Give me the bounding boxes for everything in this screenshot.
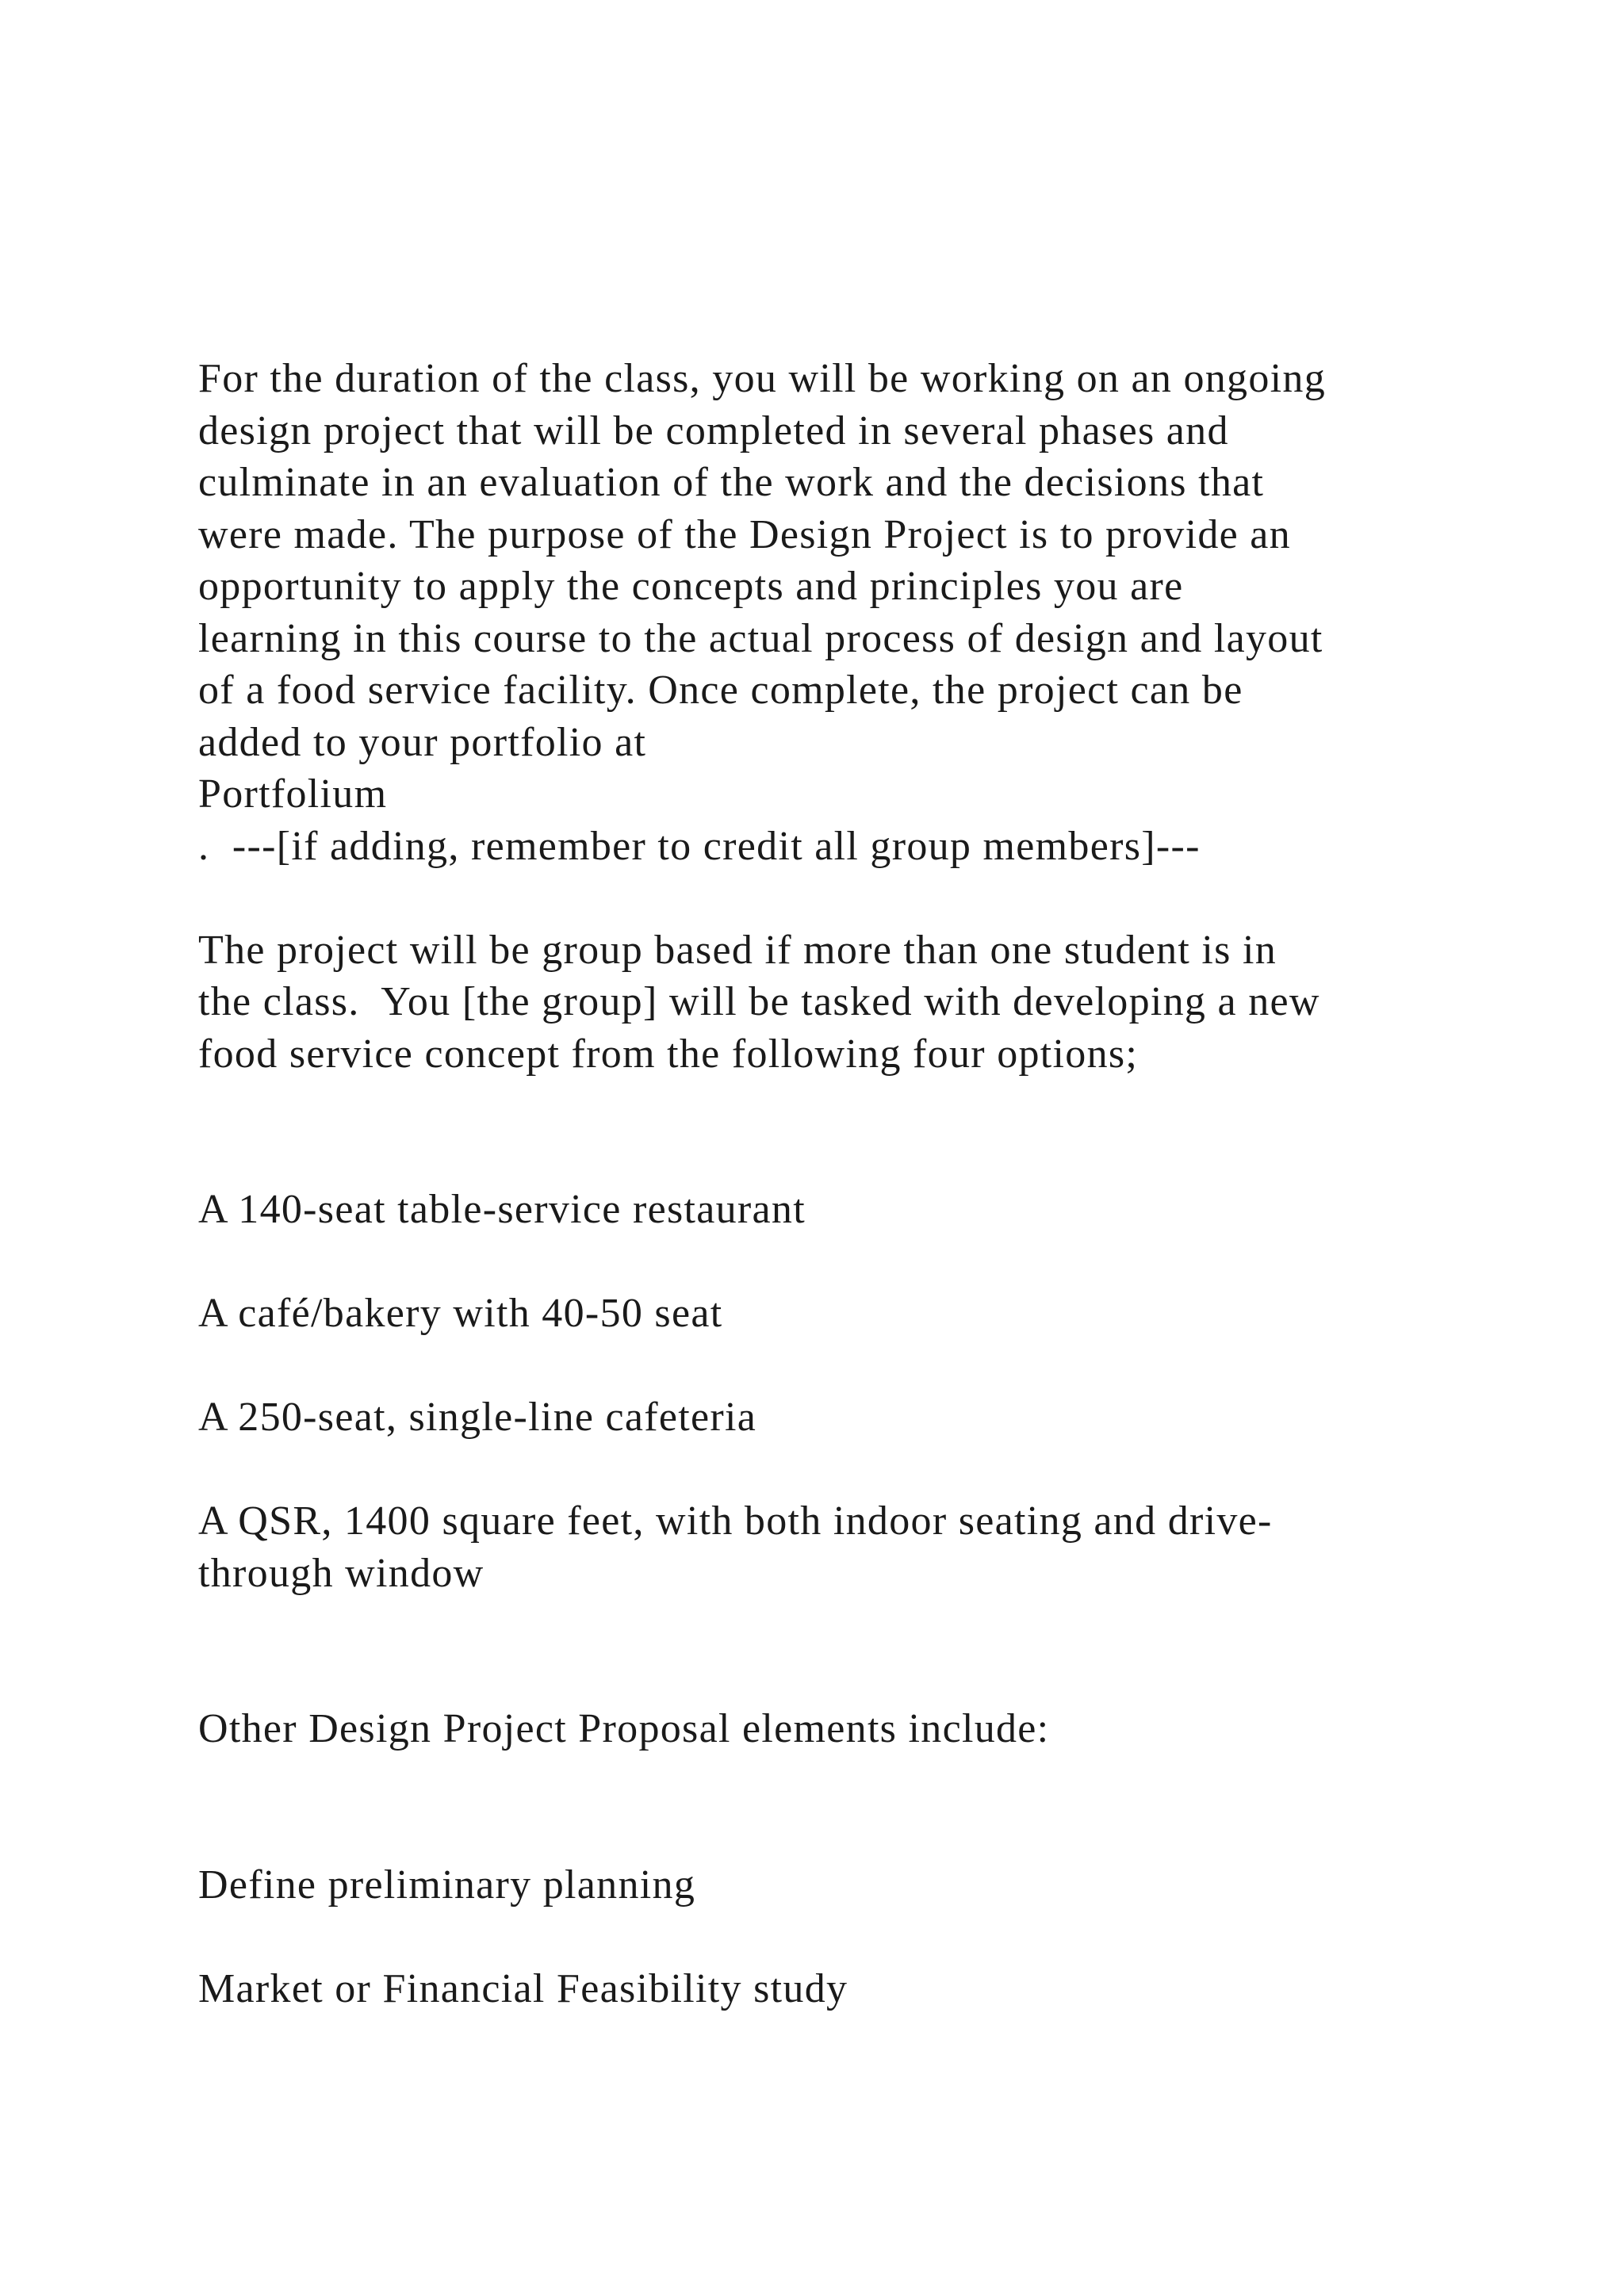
text-line: culminate in an evaluation of the work and the decisions that (198, 460, 1265, 505)
text-line: were made. The purpose of the Design Project is to provide an (198, 511, 1291, 557)
text-line: . ---[if adding, remember to credit all group members]--- (198, 823, 1201, 869)
text-line: opportunity to apply the concepts and principles you are (198, 564, 1184, 609)
portfolium-link: Portfolium (198, 771, 388, 817)
option-item: A café/bakery with 40-50 seat (198, 1291, 723, 1336)
text-line: For the duration of the class, you will be working on an ongoing (198, 356, 1326, 401)
text-line: design project that will be completed in several phases and (198, 408, 1229, 453)
group-paragraph (198, 924, 1507, 1081)
item-spacer (198, 1236, 1507, 1288)
option-item-continuation: through window (198, 1550, 485, 1596)
option-item: A 250-seat, single-line cafeteria (198, 1395, 757, 1440)
text-line: the class. You [the group] will be tasked with developing a new (198, 979, 1320, 1024)
text-line: food service concept from the following four options; (198, 1031, 1139, 1077)
element-item: Define preliminary planning (198, 1862, 696, 1908)
option-item: A 140-seat table-service restaurant (198, 1187, 806, 1232)
element-item: Market or Financial Feasibility study (198, 1965, 848, 2011)
options-list (198, 1184, 1507, 1599)
item-spacer (198, 1444, 1507, 1496)
elements-heading: Other Design Project Proposal elements include: (198, 1706, 1050, 1751)
intro-paragraph (198, 353, 1507, 872)
option-item: A QSR, 1400 square feet, with both indoor seating and drive- (198, 1498, 1273, 1544)
item-spacer (198, 1340, 1507, 1392)
elements-list (198, 1859, 1507, 2015)
text-line: learning in this course to the actual process of design and layout (198, 615, 1323, 661)
paragraph-spacer (198, 1080, 1507, 1184)
item-spacer (198, 1911, 1507, 1963)
paragraph-spacer (198, 872, 1507, 924)
text-line: The project will be group based if more than one student is in (198, 927, 1277, 973)
paragraph-spacer (198, 1599, 1507, 1703)
text-line: added to your portfolio at (198, 719, 647, 765)
text-line: of a food service facility. Once complete, the project can be (198, 668, 1243, 713)
document-body (198, 353, 1507, 2015)
paragraph-spacer (198, 1755, 1507, 1859)
